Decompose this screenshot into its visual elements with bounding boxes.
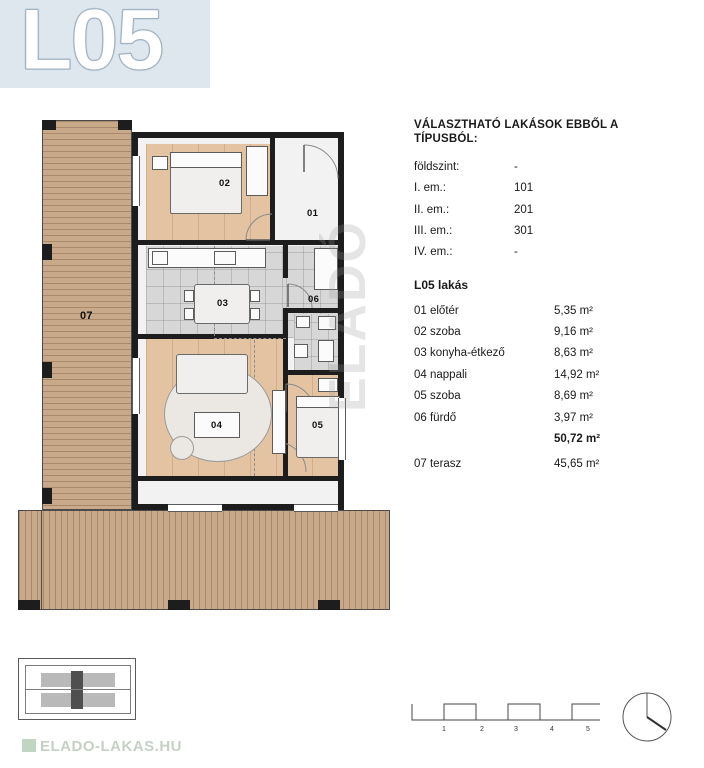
room-area: 9,16 m² [554, 326, 593, 338]
availability-label: IV. em.: [414, 246, 453, 259]
availability-row [414, 181, 684, 195]
sofa-04 [176, 354, 248, 394]
room-row [414, 346, 684, 360]
nightstand-05 [318, 378, 338, 392]
key-plan [18, 658, 136, 720]
availability-value: 201 [514, 203, 534, 216]
scale-tick-5: 5 [586, 726, 590, 733]
availability-label: II. em.: [414, 203, 450, 216]
terrace-row [414, 457, 684, 471]
chair-03-d [250, 308, 260, 320]
terrace-label: 07 terasz [414, 458, 462, 471]
nightstand-02 [152, 156, 168, 170]
room-label: 02 szoba [414, 326, 461, 338]
availability-value: - [514, 160, 518, 173]
scale-bar [410, 700, 610, 740]
availability-row [414, 203, 684, 217]
wardrobe-02 [246, 146, 268, 196]
room-label: 05 szoba [414, 390, 461, 403]
room-label: 01 előtér [414, 304, 459, 317]
sliding-door-guide-3 [214, 338, 286, 339]
bed-headboard-02 [170, 152, 242, 168]
sink-03 [152, 251, 168, 265]
flat-heading: L05 lakás [414, 277, 469, 292]
room-number-01: 01 [307, 208, 319, 219]
chair-03-b [184, 308, 194, 320]
room-label: 03 konyha-étkező [414, 347, 505, 360]
page-title: L05 [20, 0, 163, 88]
scale-tick-2: 2 [480, 726, 484, 733]
total-area-row [414, 432, 684, 446]
logo-mark-icon [22, 739, 36, 752]
shower-06 [318, 316, 336, 330]
room-row [414, 304, 684, 318]
room-row [414, 389, 684, 403]
chair-03-c [250, 290, 260, 302]
total-spacer [414, 432, 554, 446]
room-label: 04 nappali [414, 368, 468, 381]
total-area-value: 50,72 m² [554, 432, 601, 445]
room-row [414, 325, 684, 339]
room-area: 8,69 m² [554, 390, 593, 403]
terrace-area: 45,65 m² [554, 458, 600, 471]
availability-value: - [514, 246, 518, 259]
chair-03-a [184, 290, 194, 302]
washing-machine-06 [294, 344, 308, 358]
info-panel [414, 118, 684, 472]
window-south-1 [168, 504, 222, 512]
header-band [0, 0, 704, 90]
window-east-1 [338, 398, 346, 460]
room-row [414, 411, 684, 425]
room-area: 3,97 m² [554, 411, 593, 424]
room-label: 06 fürdő [414, 411, 457, 424]
bed-headboard-05 [296, 396, 340, 408]
room-row [414, 368, 684, 382]
availability-row [414, 160, 684, 174]
room-number-06: 06 [308, 294, 320, 305]
room-number-07: 07 [80, 310, 93, 322]
room-area: 8,63 m² [554, 347, 593, 360]
window-south-2 [294, 504, 338, 512]
room-number-04: 04 [211, 420, 223, 431]
room-number-03: 03 [217, 298, 229, 309]
scale-tick-4: 4 [550, 726, 554, 733]
toilet-06 [318, 340, 334, 362]
availability-heading: VÁLASZTHATÓ LAKÁSOK EBBŐL A TÍPUSBÓL: [414, 119, 619, 146]
floorplan-drawing [18, 112, 410, 622]
window-west-1 [132, 156, 140, 206]
scale-tick-1: 1 [442, 726, 446, 733]
cooktop-03 [214, 251, 236, 265]
watermark-text: ELADÓ [319, 220, 377, 412]
room-area: 5,35 m² [554, 304, 593, 317]
availability-label: III. em.: [414, 224, 453, 237]
compass-icon [622, 692, 672, 742]
availability-label: I. em.: [414, 182, 446, 195]
site-logo: ELADO-LAKAS.HU [40, 738, 182, 755]
washbasin-06 [296, 316, 310, 328]
room-number-05: 05 [312, 420, 324, 431]
room-area: 14,92 m² [554, 368, 600, 381]
scale-tick-3: 3 [514, 726, 518, 733]
closet-01 [314, 248, 338, 290]
availability-value: 301 [514, 224, 534, 237]
shelf-04 [272, 390, 286, 454]
availability-value: 101 [514, 182, 534, 195]
availability-row [414, 245, 684, 259]
armchair-04 [170, 436, 194, 460]
availability-row [414, 224, 684, 238]
window-west-2 [132, 358, 140, 414]
availability-label: földszint: [414, 160, 460, 173]
room-number-02: 02 [219, 178, 231, 189]
